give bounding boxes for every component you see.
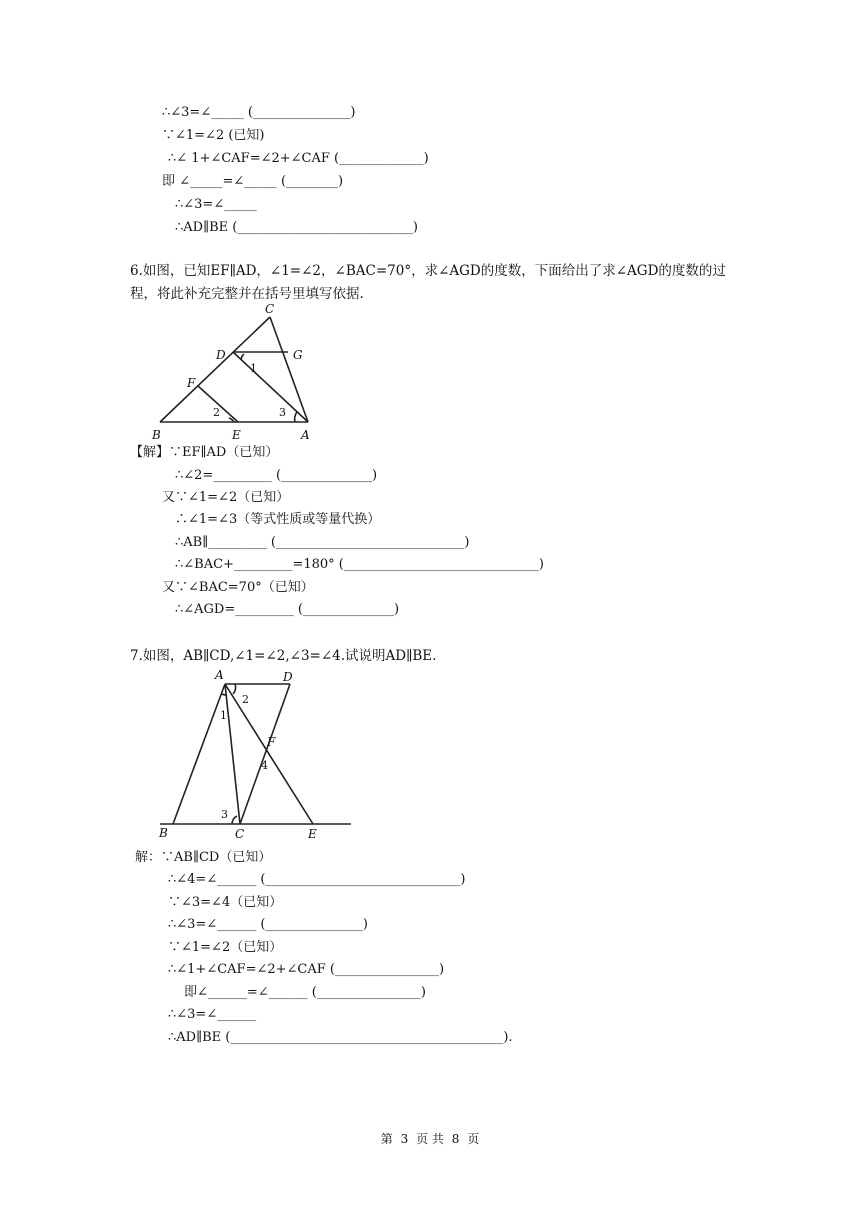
top-line-2: ∵∠1=∠2 (已知) [162,128,265,143]
q7-solution-line-9: ∴AD∥BE (__________________________________________). [168,1030,513,1045]
q7-label-F: F [267,735,276,749]
q7-text: 7.如图，AB∥CD,∠1=∠2,∠3=∠4.试说明AD∥BE. [130,648,437,664]
q6-label-G: G [293,348,303,362]
q6-label-F: F [187,376,196,390]
q6-solution-line-2: ∴∠2=_________ (______________) [175,468,378,483]
q7-solution-line-5: ∵∠1=∠2（已知） [168,940,283,955]
q7-solution-line-6: ∴∠1+∠CAF=∠2+∠CAF (________________) [168,962,445,977]
q6-solution-line-4: ∴∠1=∠3（等式性质或等量代换） [175,512,381,527]
q7-angle-3: 3 [221,808,228,821]
q7-label-A: A [215,668,224,682]
footer-mid: 页 共 [416,1132,444,1146]
q6-solution-line-5: ∴AB∥_________ (_____________________________) [175,535,470,550]
q7-solution-line-8: ∴∠3=∠______ [168,1007,257,1022]
q7-solution-line-3: ∵∠3=∠4（已知） [168,895,283,910]
q6-solution-line-6: ∴∠BAC+_________=180° (______________________________) [175,557,544,572]
q7-figure [155,666,360,844]
top-line-5: ∴∠3=∠_____ [175,197,257,212]
q6-figure [150,302,320,444]
page-footer [0,1130,860,1147]
q6-solution-line-7: 又∵∠BAC=70°（已知） [162,580,314,595]
top-line-4: 即 ∠_____=∠_____ (________) [162,174,344,189]
q7-solution-line-4: ∴∠3=∠______ (_______________) [168,917,368,932]
q7-solution-line-7: 即∠______=∠______ (________________) [184,985,426,1000]
q6-text-line-1: 6.如图，已知EF∥AD，∠1=∠2，∠BAC=70°，求∠AGD的度数，下面给出了求∠AGD的度数的过 [130,263,726,279]
q6-angle-3: 3 [279,406,286,419]
q6-label-A: A [301,428,310,442]
q6-angle-1: 1 [250,362,257,375]
q6-label-E: E [232,428,241,442]
footer-page-number: 3 [400,1132,409,1146]
q7-solution-line-1: 解：∵AB∥CD（已知） [135,850,272,865]
q7-angle-2: 2 [242,693,249,706]
q7-label-E: E [308,827,317,841]
footer-suffix: 页 [467,1132,480,1146]
q7-label-D: D [283,670,293,684]
q6-solution-line-8: ∴∠AGD=_________ (______________) [175,602,400,617]
q6-text-line-2: 程，将此补充完整并在括号里填写依据. [130,286,364,302]
footer-prefix: 第 [380,1132,393,1146]
q6-solution-line-1: 【解】∵EF∥AD（已知） [130,445,279,460]
q7-solution-line-2: ∴∠4=∠______ (______________________________) [168,872,466,887]
q7-angle-4: 4 [261,759,268,772]
q6-label-D: D [216,348,226,362]
q6-label-C: C [265,302,275,316]
top-line-3: ∴∠ 1+∠CAF=∠2+∠CAF (_____________) [168,151,429,166]
q6-solution-line-3: 又∵∠1=∠2（已知） [162,490,290,505]
q7-angle-1: 1 [220,709,227,722]
q6-label-B: B [152,428,161,442]
top-line-6: ∴AD∥BE (___________________________) [175,220,418,235]
q6-angle-2: 2 [213,406,220,419]
q7-label-B: B [159,826,168,840]
footer-total-pages: 8 [451,1132,460,1146]
q7-label-C: C [235,827,245,841]
top-line-1: ∴∠3=∠_____ (_______________) [162,105,356,120]
